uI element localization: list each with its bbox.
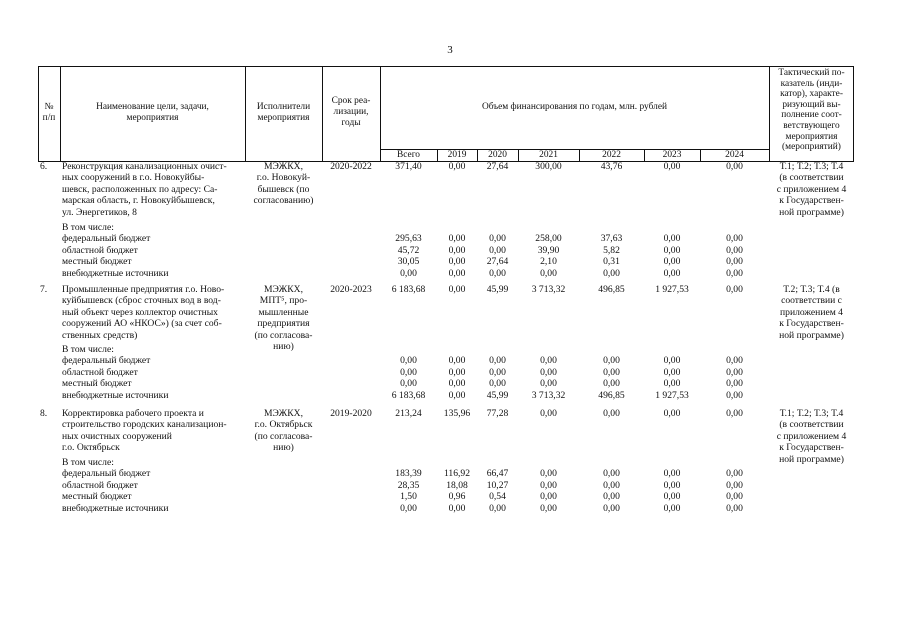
header-term: Срок реа- лизации, годы xyxy=(331,96,371,128)
including-label: В том числе: xyxy=(62,343,114,355)
budget-source-value: 66,47 xyxy=(486,468,509,479)
row-total-2024: 0,00 xyxy=(726,161,743,172)
budget-source-value: 0,00 xyxy=(489,244,506,256)
budget-source-value: 0,00 xyxy=(489,366,506,378)
budget-source-value: 6 183,68 xyxy=(391,389,426,401)
budget-source-value: 10,27 xyxy=(486,479,509,491)
budget-source-value: 0,00 xyxy=(726,502,743,514)
budget-source-label: внебюджетные источники xyxy=(62,389,169,401)
budget-source-value: 0,31 xyxy=(603,256,620,268)
budget-source-value: 0,00 xyxy=(603,355,620,366)
budget-source-value: 0,00 xyxy=(663,491,681,503)
budget-source-value: 0,00 xyxy=(726,233,743,244)
row-number: 6. xyxy=(40,161,48,172)
row-title: Корректировка рабочего проекта и строительство городских канализацион- ных очистных сооружений г.о. Октябрьск xyxy=(62,408,227,454)
budget-source-value: 0,00 xyxy=(603,267,620,279)
row-executors: МЭЖКХ, г.о. Октябрьск (по согласова- нию) xyxy=(254,408,313,454)
budget-source-value: 0,00 xyxy=(603,491,620,503)
budget-source-value: 0,00 xyxy=(489,233,506,244)
budget-source-value: 0,00 xyxy=(400,366,417,378)
budget-source-value: 18,08 xyxy=(446,479,468,491)
budget-source-value: 0,00 xyxy=(489,502,506,514)
budget-source-value: 37,63 xyxy=(600,233,623,244)
row-total-2019: 0,00 xyxy=(448,284,466,295)
budget-source-value: 0,00 xyxy=(489,267,506,279)
header-num: № п/п xyxy=(42,102,56,123)
budget-source-value: 0,00 xyxy=(540,378,557,390)
budget-source-value: 0,00 xyxy=(540,479,557,491)
budget-source-value: 0,00 xyxy=(726,491,743,503)
budget-source-value: 0,00 xyxy=(663,502,681,514)
budget-source-value: 0,00 xyxy=(663,366,681,378)
budget-source-value: 0,00 xyxy=(448,355,466,366)
budget-source-value: 30,05 xyxy=(397,256,420,268)
budget-source-value: 0,00 xyxy=(603,468,620,479)
including-label: В том числе: xyxy=(62,456,114,468)
budget-source-value: 0,00 xyxy=(540,468,557,479)
budget-source-value: 295,63 xyxy=(395,233,422,244)
row-executors: МЭЖКХ, МПТ⁵, про- мышленные предприятия (по согласова- нию) xyxy=(254,284,313,353)
row-total-2020: 27,64 xyxy=(486,161,509,172)
budget-source-value: 0,00 xyxy=(540,491,557,503)
budget-source-value: 0,00 xyxy=(400,502,417,514)
budget-source-value: 27,64 xyxy=(486,256,509,268)
budget-source-value: 258,00 xyxy=(535,233,562,244)
header-year-3: 2021 xyxy=(539,149,558,160)
row-title: Промышленные предприятия г.о. Ново- куйбышевск (сброс сточных вод в вод- ный объект через коллектор очистных сооружений АО «НКОС») (за счет соб- ственных средств) xyxy=(62,284,225,341)
row-total-2019: 0,00 xyxy=(448,161,466,172)
header-column-divider xyxy=(380,66,381,162)
budget-source-label: федеральный бюджет xyxy=(62,355,151,366)
budget-source-value: 0,00 xyxy=(603,378,620,390)
budget-source-value: 0,00 xyxy=(603,366,620,378)
page-number: 3 xyxy=(447,44,453,56)
budget-source-value: 116,92 xyxy=(443,468,471,479)
budget-source-value: 0,00 xyxy=(726,479,743,491)
header-year-0: Всего xyxy=(397,149,420,160)
budget-source-value: 3 713,32 xyxy=(531,389,566,401)
row-total-2023: 1 927,53 xyxy=(655,284,689,295)
budget-source-label: федеральный бюджет xyxy=(62,468,151,479)
budget-source-value: 0,00 xyxy=(726,468,743,479)
row-total-Всего: 6 183,68 xyxy=(391,284,426,295)
header-indicator: Тактический по- казатель (инди- катор), характе- ризующий вы- полнение соот- ветствующего мероприятия (мероприятий) xyxy=(778,68,845,153)
header-year-5: 2023 xyxy=(662,149,682,160)
header-year-1: 2019 xyxy=(447,149,467,160)
row-total-2021: 0,00 xyxy=(540,408,557,419)
budget-source-value: 0,00 xyxy=(726,366,743,378)
budget-source-value: 0,00 xyxy=(663,479,681,491)
row-indicator: Т.2; Т.3; Т.4 (в соответствии с приложением 4 к Государствен- ной программе) xyxy=(779,284,844,341)
budget-source-value: 183,39 xyxy=(395,468,422,479)
budget-source-value: 0,00 xyxy=(726,389,743,401)
row-total-2021: 300,00 xyxy=(535,161,562,172)
budget-source-label: внебюджетные источники xyxy=(62,267,169,279)
row-total-2022: 0,00 xyxy=(603,408,620,419)
row-total-2024: 0,00 xyxy=(726,284,743,295)
budget-source-value: 45,99 xyxy=(486,389,509,401)
budget-source-value: 0,00 xyxy=(400,267,417,279)
budget-source-value: 28,35 xyxy=(397,479,420,491)
row-total-2023: 0,00 xyxy=(663,408,681,419)
budget-source-label: федеральный бюджет xyxy=(62,233,151,244)
budget-source-value: 0,00 xyxy=(448,256,466,268)
budget-source-value: 0,00 xyxy=(448,233,466,244)
budget-source-value: 0,00 xyxy=(400,355,417,366)
budget-source-value: 1 927,53 xyxy=(655,389,689,401)
budget-source-value: 0,54 xyxy=(489,491,506,503)
row-total-Всего: 213,24 xyxy=(395,408,422,419)
budget-source-value: 0,00 xyxy=(448,502,466,514)
budget-source-label: местный бюджет xyxy=(62,378,132,390)
budget-source-value: 0,00 xyxy=(663,267,681,279)
budget-source-label: местный бюджет xyxy=(62,256,132,268)
budget-source-value: 0,00 xyxy=(726,256,743,268)
header-year-2: 2020 xyxy=(488,149,507,160)
row-total-2022: 496,85 xyxy=(598,284,625,295)
budget-source-value: 0,00 xyxy=(603,479,620,491)
budget-source-value: 0,00 xyxy=(540,267,557,279)
budget-source-value: 39,90 xyxy=(537,244,560,256)
budget-source-label: областной бюджет xyxy=(62,244,138,256)
row-total-2020: 45,99 xyxy=(486,284,509,295)
header-executors: Исполнители мероприятия xyxy=(256,102,311,123)
row-total-2022: 43,76 xyxy=(600,161,623,172)
budget-source-value: 0,00 xyxy=(663,233,681,244)
budget-source-value: 0,00 xyxy=(489,355,506,366)
row-indicator: Т.1; Т.2; Т.3; Т.4 (в соответствии с приложением 4 к Государствен- ной программе) xyxy=(776,161,847,218)
budget-source-value: 0,00 xyxy=(448,267,466,279)
budget-source-value: 496,85 xyxy=(598,389,625,401)
row-total-2021: 3 713,32 xyxy=(531,284,566,295)
budget-source-label: местный бюджет xyxy=(62,491,132,503)
header-name: Наименование цели, задачи, мероприятия xyxy=(96,102,209,123)
budget-source-label: областной бюджет xyxy=(62,479,138,491)
budget-source-value: 0,00 xyxy=(448,378,466,390)
budget-source-value: 0,00 xyxy=(400,378,417,390)
budget-source-value: 0,00 xyxy=(663,355,681,366)
budget-source-value: 0,00 xyxy=(726,267,743,279)
row-total-2020: 77,28 xyxy=(486,408,509,419)
budget-source-value: 45,72 xyxy=(397,244,420,256)
row-number: 7. xyxy=(40,284,48,295)
row-total-Всего: 371,40 xyxy=(395,161,422,172)
budget-source-value: 0,00 xyxy=(663,244,681,256)
header-column-divider xyxy=(853,66,854,162)
budget-source-value: 0,00 xyxy=(663,256,681,268)
row-total-2023: 0,00 xyxy=(663,161,681,172)
row-term: 2020-2023 xyxy=(330,284,372,295)
budget-source-value: 0,00 xyxy=(448,244,466,256)
row-title: Реконструкция канализационных очист- ных сооружений в г.о. Новокуйбы- шевск, расположенных по адресу: Са- марская область, г. Новокуйбышевск, ул. Энергетиков, 8 xyxy=(62,161,227,218)
budget-source-value: 2,10 xyxy=(540,256,557,268)
row-term: 2020-2022 xyxy=(330,161,372,172)
budget-source-label: внебюджетные источники xyxy=(62,502,169,514)
budget-source-value: 0,00 xyxy=(540,366,557,378)
budget-source-value: 0,00 xyxy=(603,502,620,514)
row-total-2024: 0,00 xyxy=(726,408,743,419)
budget-source-value: 0,00 xyxy=(448,366,466,378)
budget-source-value: 0,00 xyxy=(663,378,681,390)
budget-source-label: областной бюджет xyxy=(62,366,138,378)
header-funding: Объем финансирования по годам, млн. рублей xyxy=(481,102,668,112)
row-number: 8. xyxy=(40,408,48,419)
row-total-2019: 135,96 xyxy=(443,408,471,419)
budget-source-value: 0,00 xyxy=(663,468,681,479)
budget-source-value: 0,00 xyxy=(540,502,557,514)
including-label: В том числе: xyxy=(62,221,114,233)
budget-source-value: 0,00 xyxy=(726,355,743,366)
budget-source-value: 5,82 xyxy=(603,244,620,256)
budget-source-value: 0,00 xyxy=(540,355,557,366)
budget-source-value: 0,96 xyxy=(448,491,466,503)
row-indicator: Т.1; Т.2; Т.3; Т.4 (в соответствии с приложением 4 к Государствен- ной программе) xyxy=(776,408,847,465)
header-year-4: 2022 xyxy=(602,149,621,160)
header-year-6: 2024 xyxy=(725,149,744,160)
row-executors: МЭЖКХ, г.о. Новокуй- бышевск (по согласованию) xyxy=(253,161,314,207)
budget-source-value: 0,00 xyxy=(726,378,743,390)
budget-source-value: 1,50 xyxy=(400,491,417,503)
budget-source-value: 0,00 xyxy=(726,244,743,256)
budget-source-value: 0,00 xyxy=(448,389,466,401)
budget-source-value: 0,00 xyxy=(489,378,506,390)
row-term: 2019-2020 xyxy=(330,408,372,419)
table-top-border xyxy=(38,66,853,67)
